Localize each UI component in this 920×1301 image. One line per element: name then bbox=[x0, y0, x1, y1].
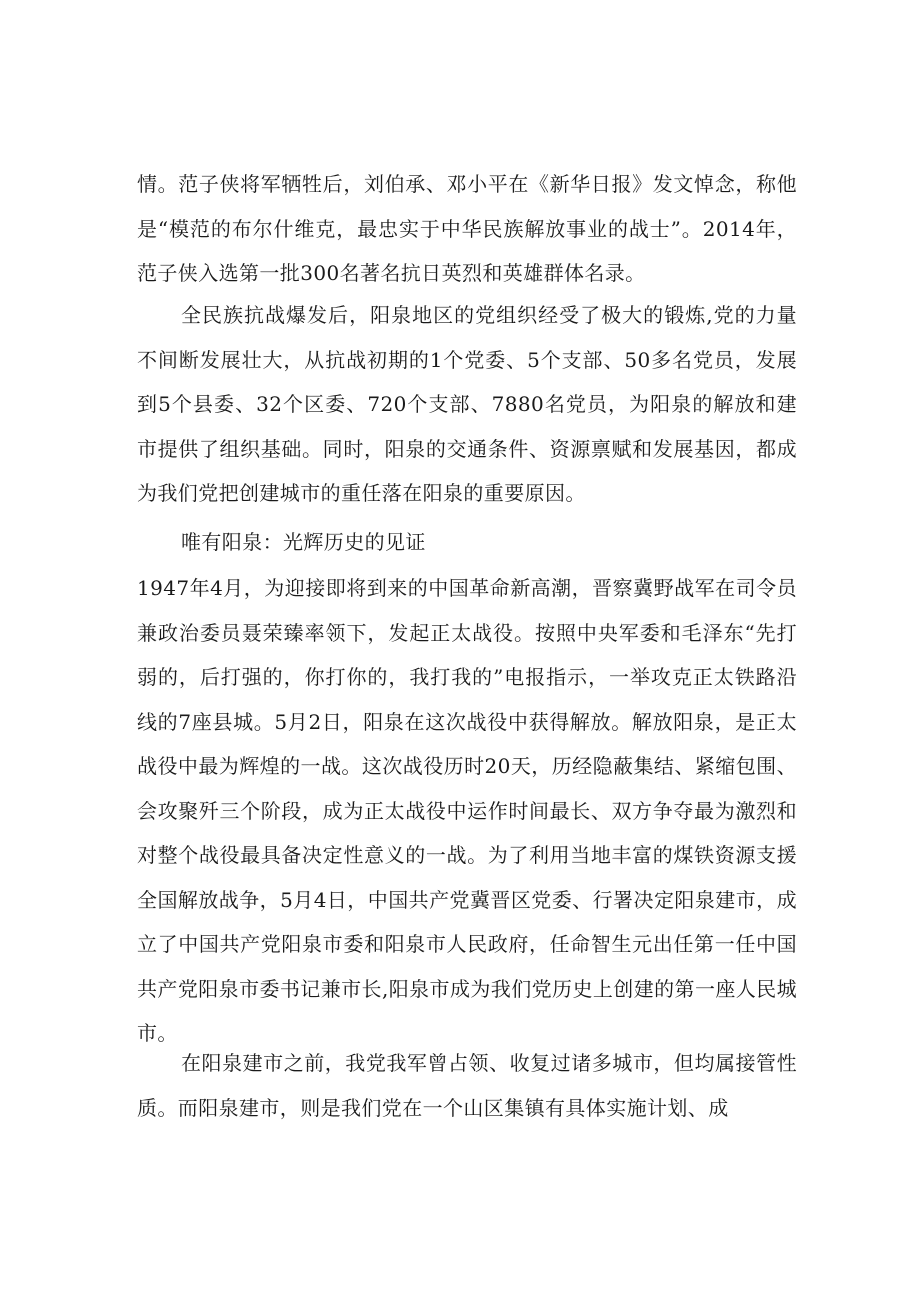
paragraph-text: 在阳泉建市之前，我党我军曾占领、收复过诸多城市，但均属接管性质。而阳泉建市，则是我们党在一个山区集镇有具体实施计划、成 bbox=[137, 1051, 797, 1120]
paragraph-text: 1947年4月，为迎接即将到来的中国革命新高潮，晋察冀野战军在司令员兼政治委员聂荣臻率领下，发起正太战役。按照中央军委和毛泽东“先打弱的，后打强的，你打你的，我打我的”电报指示，一举攻克正太铁路沿线的7座县城。5月2日，阳泉在这次战役中获得解放。解放阳泉，是正太战役中最为辉煌的一战。这次战役历时20天，历经隐蔽集结、紧缩包围、会攻聚歼三个阶段，成为正太战役中运作时间最长、双方争夺最为激烈和对整个战役最具备决定性意义的一战。为了利用当地丰富的煤铁资源支援全国解放战争，5月4日，中国共产党冀晋区党委、行署决定阳泉建市，成立了中国共产党阳泉市委和阳泉市人民政府，任命智生元出任第一任中国共产党阳泉市委书记兼市长,阳泉市成为我们党历史上创建的第一座人民城市。 bbox=[137, 576, 797, 1045]
paragraph-before-founding bbox=[137, 1041, 797, 1130]
paragraph-continuation bbox=[137, 162, 797, 296]
section-heading: 唯有阳泉：光辉历史的见证 bbox=[181, 530, 426, 554]
paragraph-text: 全民族抗战爆发后，阳泉地区的党组织经受了极大的锻炼,党的力量不间断发展壮大，从抗战初期的1个党委、5个支部、50多名党员，发展到5个县委、32个区委、720个支部、7880名党员，为阳泉的解放和建市提供了组织基础。同时，阳泉的交通条件、资源禀赋和发展基因，都成为我们党把创建城市的重任落在阳泉的重要原因。 bbox=[137, 303, 797, 505]
paragraph-party-growth bbox=[137, 293, 797, 516]
paragraph-text: 情。范子侠将军牺牲后，刘伯承、邓小平在《新华日报》发文悼念，称他是“模范的布尔什维克，最忠实于中华民族解放事业的战士”。2014年，范子侠入选第一批300名著名抗日英烈和英雄群体名录。 bbox=[137, 172, 797, 285]
paragraph-liberation bbox=[137, 566, 797, 1056]
